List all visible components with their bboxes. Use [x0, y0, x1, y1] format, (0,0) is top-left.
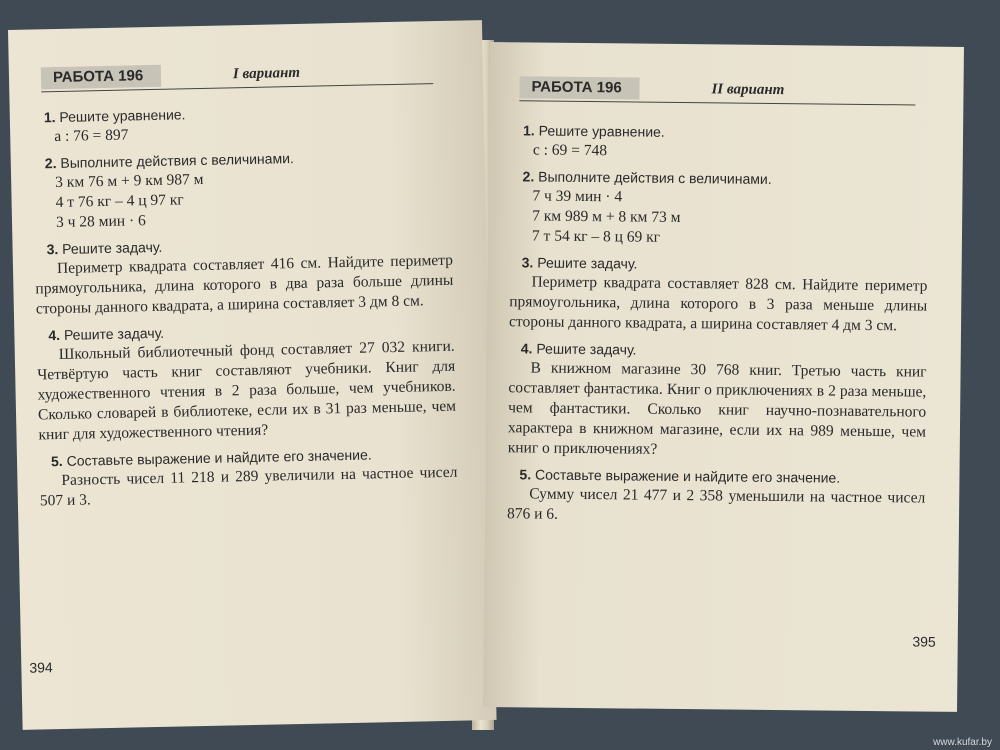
task-number: 5. [519, 466, 532, 483]
right-page [483, 42, 964, 712]
task-1 [511, 120, 929, 164]
work-label: РАБОТА 196 [41, 65, 161, 90]
task-title: Выполните действия с величинами. [60, 150, 294, 171]
work-label: РАБОТА 196 [519, 76, 639, 99]
left-page [8, 20, 497, 730]
left-page-header [41, 59, 433, 92]
page-number: 394 [29, 659, 53, 676]
task-number: 2. [44, 155, 57, 172]
task-text: Периметр квадрата составляет 828 см. Найдите периметр прямоугольника, длина которого в 3 раза меньше длины стороны данного квадрата, а ширина составляет 4 дм 3 см. [508, 273, 928, 335]
task-title: Решите уравнение. [59, 106, 186, 125]
task-4 [508, 338, 927, 462]
variant-label: I вариант [232, 64, 301, 83]
task-number: 4. [520, 340, 533, 357]
task-line: 7 т 54 кг – 8 ц 69 кг [531, 227, 661, 246]
left-page-tasks [32, 99, 458, 518]
task-3 [509, 252, 928, 336]
task-text: Школьный библиотечный фонд составляет 27 032 книги. Четвёртую часть книг составляют учебники. Книг для художественного чтения в 2 раза больше, чем учебников. Сколько словарей в библиотеке, если их в 31 раз меньше, чем книг для художественного чтения? [37, 337, 457, 444]
task-2 [33, 145, 453, 234]
task-line: 7 ч 39 мин · 4 [532, 187, 623, 206]
task-line: a : 76 = 897 [54, 126, 129, 146]
task-title: Решите задачу. [536, 340, 637, 358]
task-text: Сумму чисел 21 477 и 2 358 уменьшили на частное чисел 876 и 6. [506, 485, 926, 523]
task-title: Решите задачу. [537, 254, 638, 272]
variant-label: II вариант [711, 81, 785, 99]
task-title: Решите задачу. [63, 324, 165, 343]
task-title: Составьте выражение и найдите его значение. [66, 446, 372, 469]
task-number: 1. [43, 109, 56, 126]
right-page-tasks [507, 120, 929, 534]
task-text: В книжном магазине 30 768 книг. Третью часть книг составляет фантастика. Книг о приключениях в 2 раза меньше, чем фантастики. Сколько книг научно-познавательного характера в книжном магазине, если их на 989 меньше, чем книг о приключениях? [507, 359, 927, 458]
task-text: Разность чисел 11 218 и 289 увеличили на частное чисел 507 и 3. [39, 463, 458, 510]
task-line: 4 т 76 кг – 4 ц 97 кг [55, 191, 184, 212]
task-number: 3. [521, 254, 534, 271]
page-number: 395 [912, 633, 936, 650]
task-1 [32, 99, 451, 148]
task-2 [510, 166, 929, 250]
task-number: 4. [48, 326, 61, 344]
task-line: 7 км 989 м + 8 км 73 м [532, 207, 681, 227]
watermark: www.kufar.by [933, 737, 992, 748]
task-title: Выполните действия с величинами. [538, 168, 772, 187]
task-line: 3 км 76 м + 9 км 987 м [55, 170, 204, 192]
task-line: c : 69 = 748 [532, 141, 608, 160]
task-3 [34, 231, 454, 320]
task-text: Периметр квадрата составляет 416 см. Найдите периметр прямоугольника, длина которого в два раза больше длины стороны данного квадрата, а ширина составляет 3 дм 8 см. [35, 251, 454, 318]
task-5 [39, 443, 458, 512]
task-number: 2. [522, 168, 535, 185]
task-title: Решите уравнение. [538, 122, 665, 140]
task-line: 3 ч 28 мин · 6 [55, 212, 146, 232]
task-4 [36, 317, 456, 446]
right-page-header [519, 76, 915, 105]
task-number: 1. [522, 122, 535, 139]
task-5 [507, 464, 926, 528]
task-number: 5. [50, 452, 63, 470]
task-title: Составьте выражение и найдите его значение. [534, 466, 841, 486]
task-title: Решите задачу. [62, 238, 163, 257]
task-number: 3. [46, 240, 59, 258]
